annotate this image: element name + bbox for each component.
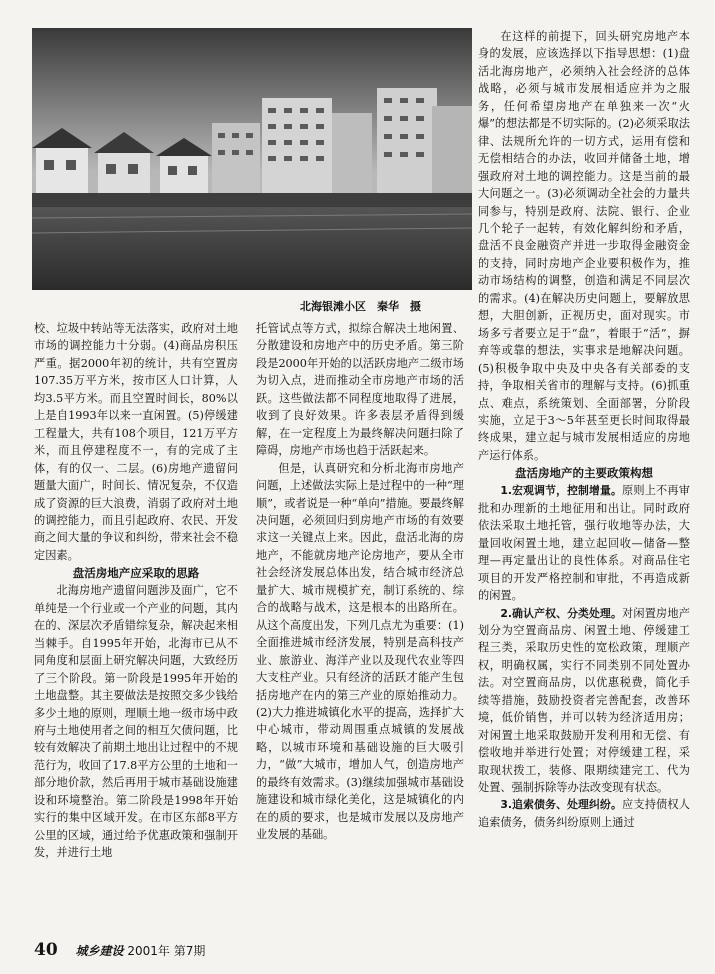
policy-paragraph (478, 796, 690, 831)
paragraph: 在这样的前提下，回头研究房地产本身的发展，应该选择以下指导思想：(1)盘活北海房地产，必须纳入社会经济的总体战略，必须与城市发展相适应并为之服务，任何希望房地产在单独来一次“火爆”的想法都是不切实际的。(2)必须采取法律、法规所允许的一切方式，运用有偿和无偿相结合的办法，收回并储备土地，增强政府对土地的调控能力。这是当前的最大问题之一。(3)必须调动全社会的力量共同参与，特别是政府、法院、银行、企业几个轮子一起转，有效化解纠纷和矛盾，盘活不良金融资产并进一步取得金融资金的支持，同时房地产企业要积极作为，推动市场结构的调整，创造和满足不同层次的需求。(4)在解决历史问题上，要解放思想，大胆创新，正视历史，面对现实。市场多亏者要立足于“盘”，着眼于“活”，摒弃等或靠的想法，实事求是地解决问题。(5)积极争取中央及中央各有关部委的支持，争取相关省市的理解与支持。(6)抓重点、难点，系统策划、全面部署，分阶段实施，立足于3～5年甚至更长时间取得最终成果，建立起与城市发展相适应的房地产运行体系。 (478, 30, 690, 462)
photo-caption: 北海银滩小区 秦华 摄 (300, 300, 421, 313)
article-column-2 (256, 320, 464, 955)
housing-estate-photo (32, 28, 472, 290)
journal-issue: 2001年 第7期 (127, 944, 206, 958)
policy-paragraph (478, 605, 690, 797)
article-column-3 (478, 28, 690, 953)
page-footer (34, 940, 205, 960)
policy-text: 应支持债权人追索债务，债务纠纷原则上通过 (478, 798, 690, 829)
article-column-1 (34, 320, 238, 920)
policy-paragraph (478, 482, 690, 604)
paragraph: 但是，认真研究和分析北海市房地产问题，上述做法实际上是过程中的一种“理顺”，或者说是一种“单向”措施。要最终解决问题，必须回归到房地产市场的有效要求这一关键点上来。因此，盘活北海的房地产，不能就房地产论房地产，要从全市社会经济发展总体出发，结合城市经济总量扩大、城市规模扩充，制订系统的、综合的战略与战术，这是根本的出路所在。从这个高度出发，下列几点尤为重要：(1)全面推进城市经济发展，特别是高科技产业、旅游业、海洋产业以及现代农业等四大支柱产业。只有经济的活跃才能产生包括房地产在内的第三产业的原始推动力。(2)大力推进城镇化水平的提高，选择扩大中心城市，带动周围重点城镇的发展战略，以城市环境和基础设施的巨大吸引力，“做”大城市，增加人气，创造房地产的最终有效需求。(3)继续加强城市基础设施建设和城市绿化美化，这是城镇化的内在的质的要求，也是城市发展以及房地产业发展的基础。 (256, 461, 464, 842)
paragraph: 校、垃圾中转站等无法落实，政府对土地市场的调控能力十分弱。(4)商品房积压严重。据2000年初的统计，共有空置房107.35万平方米，按市区人口计算，人均3.5平方米。而且空置时间长，80%以上是自1993年以来一直闲置。(5)停缓建工程量大，共有108个项目，121万平方米，而且停建程度不一，有的完成了主体，有的仅一、二层。(6)房地产遗留问题量大面广，时间长、情况复杂，不仅造成了资源的巨大浪费，消弱了政府对土地的调控能力，而且引起政府、农民、开发商之间大量的争议和纠纷，带来社会不稳定因素。 (34, 322, 238, 562)
paragraph: 托管试点等方式，拟综合解决土地闲置、分散建设和房地产中的历史矛盾。第三阶段是2000年开始的以活跃房地产二级市场为切入点，进而推动全市房地产市场的活跃。这些做法都不同程度地取得了进展，收到了良好效果。许多表层矛盾得到缓解，在一定程度上为最终解决问题扫除了障碍，房地产市场也趋于活跃起来。 (256, 322, 464, 458)
policy-text: 对闲置房地产划分为空置商品房、闲置土地、停缓建工程三类，采取历史性的宽松政策，理顺产权，明确权属，实行不同类别不同处置办法。对空置商品房，以优惠税费，简化手续等措施，鼓励投资者完善配套，改善环境，低价销售，并可以转为经济适用房；对闲置土地采取鼓励开发利用和无偿、有偿收地并举进行处置；对停缓建工程，采取现状拨工，装修、限期续建完工、代为处置、强制拆除等办法改变现有状态。 (478, 606, 690, 795)
journal-name: 城乡建设 (75, 944, 124, 958)
policy-subheading: 1.宏观调节，控制增量。 (500, 484, 622, 498)
policy-subheading: 3.追索债务、处理纠纷。 (500, 798, 622, 812)
paragraph: 北海房地产遗留问题涉及面广，它不单纯是一个行业或一个产业的问题，其内在的、深层次矛盾错综复杂，解决起来相当棘手。自1995年开始，北海市已从不同角度和层面上研究解决问题，大致经历了三个阶段。第一阶段是1995年开始的土地盘整。其主要做法是按照交多少钱给多少土地的原则，理顺土地一级市场中政府与土地使用者之间的相互欠债问题，比较有效解决了前期土地出让过程中的不规范行为，收回了17.8平方公里的土地和一部分地价款，然后再用于城市基础设施建设和环境整治。第二阶段是1998年开始实行的集中区域开发。在市区东部8平方公里的区域，通过给予优惠政策和强制开发，并进行土地 (34, 584, 238, 860)
photo (32, 28, 472, 290)
policy-subheading: 2.确认产权、分类处理。 (500, 606, 622, 620)
policy-text: 原则上不再审批和办理新的土地征用和出让。同时政府依法采取土地托管，强行收地等办法，大量回收闲置土地，建立起回收—储备—整理—再定量出让的良性体系。对商品住宅项目的开发严格控制和审批，不再造成新的闲置。 (478, 484, 690, 603)
section-heading: 盘活房地产的主要政策构想 (515, 466, 653, 481)
page-number: 40 (34, 940, 58, 960)
section-heading: 盘活房地产应采取的思路 (72, 566, 200, 581)
